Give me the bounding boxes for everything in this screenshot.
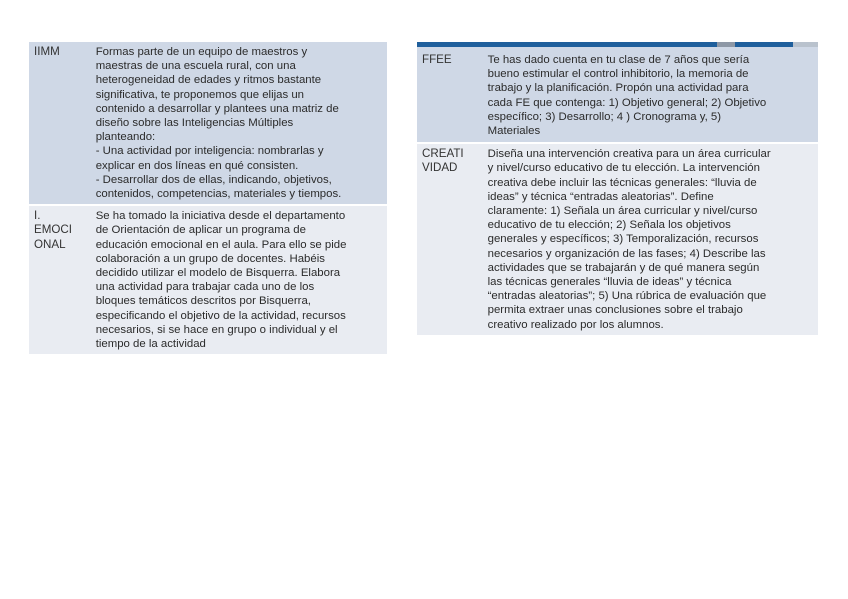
row-description-iimm: [91, 42, 387, 205]
description-line: Formas parte de un equipo de maestros y: [95, 46, 308, 58]
description-line: heterogeneidad de edades y ritmos bastante: [95, 74, 322, 87]
description-line: maestras de una escuela rural, con una: [95, 60, 296, 73]
description-line: especificando el objetivo de la actividad, recursos: [95, 309, 346, 322]
row-key-label: IIMM: [34, 45, 60, 58]
row-key-label-part: I.: [34, 209, 41, 223]
table-row-ffee: [417, 47, 818, 143]
table-row-emocional: [29, 205, 387, 354]
description-line: bloques temáticos descritos por Bisquerra,: [95, 295, 311, 308]
description-line: específico; 3) Desarrollo; 4 ) Cronograma y, 5): [487, 110, 722, 123]
description-line: explicar en dos líneas en qué consisten.: [95, 159, 299, 172]
description-line: Diseña una intervención creativa para un área curricular: [487, 148, 771, 161]
description-line: “entradas aleatorias”; 5) Una rúbrica de evaluación que: [487, 290, 767, 303]
description-line: planteando:: [95, 131, 156, 144]
description-line: actividades que se trabajarán y de qué manera según: [487, 261, 760, 274]
row-key-emocional: [29, 205, 91, 354]
description-line: Te has dado cuenta en tu clase de 7 años que sería: [487, 54, 750, 66]
description-line: necesarios, si se hace en grupo o individual y el: [95, 323, 338, 336]
description-line: creativo realizado por los alumnos.: [487, 318, 664, 331]
table-row-creatividad: [417, 143, 818, 335]
description-line: creativa debe incluir las técnicas generales: “lluvia de: [487, 176, 757, 189]
description-line: de Orientación de aplicar un programa de: [95, 224, 306, 237]
row-key-label-part: VIDAD: [422, 161, 458, 175]
description-line: y nivel/curso educativo de tu elección. La intervención: [487, 162, 760, 175]
description-line: Se ha tomado la iniciativa desde el departamento: [95, 210, 346, 223]
description-line: contenido a desarrollar y plantees una matriz de: [95, 102, 339, 115]
description-line: cada FE que contenga: 1) Objetivo general; 2) Objetivo: [487, 96, 767, 109]
row-key-creatividad: [417, 143, 483, 335]
row-description-creatividad: [483, 143, 818, 335]
description-line: una actividad para trabajar cada uno de los: [95, 281, 315, 294]
description-line: permita extraer unas conclusiones sobre el trabajo: [487, 304, 743, 317]
row-key-ffee: [417, 47, 483, 143]
row-key-iimm: [29, 42, 91, 205]
row-key-label: FFEE: [422, 53, 452, 66]
description-line: contenidos, competencias, materiales y tiempos.: [95, 188, 342, 201]
description-line: claramente: 1) Señala un área curricular y nivel/curso: [487, 205, 758, 218]
description-line: - Una actividad por inteligencia: nombrarlas y: [95, 145, 324, 158]
description-line: educación emocional en el aula. Para ello se pide: [95, 238, 347, 251]
description-line: Materiales: [487, 125, 541, 138]
table-row-iimm: [29, 42, 387, 205]
description-line: generales y específicos; 3) Temporalización, recursos: [487, 233, 759, 246]
description-line: - Desarrollar dos de ellas, indicando, objetivos,: [95, 173, 332, 186]
description-line: decidido utilizar el modelo de Bisquerra. Elabora: [95, 267, 341, 280]
description-line: las técnicas generales “lluvia de ideas” y técnica: [487, 276, 732, 289]
left-table: [29, 42, 387, 354]
description-line: educativo de tu elección; 2) Señala los objetivos: [487, 219, 731, 232]
row-key-label-part: CREATI: [422, 147, 464, 161]
row-key-label-part: ONAL: [34, 237, 66, 251]
row-key-label-part: EMOCI: [34, 223, 73, 237]
description-line: trabajo y la planificación. Propón una actividad para: [487, 82, 749, 95]
right-table: [417, 47, 818, 335]
description-line: bueno estimular el control inhibitorio, la memoria de: [487, 68, 749, 81]
description-line: necesarios y organización de las fases; 4) Describe las: [487, 247, 766, 260]
description-line: significativa, te proponemos que elijas un: [95, 88, 305, 101]
description-line: diseño sobre las Inteligencias Múltiples: [95, 117, 294, 130]
description-line: tiempo de la actividad: [95, 338, 206, 351]
row-description-emocional: [91, 205, 387, 354]
row-description-ffee: [483, 47, 818, 143]
description-line: colaboración a un grupo de docentes. Habéis: [95, 252, 325, 265]
description-line: ideas” y técnica “entradas aleatorias”. Define: [487, 190, 714, 203]
